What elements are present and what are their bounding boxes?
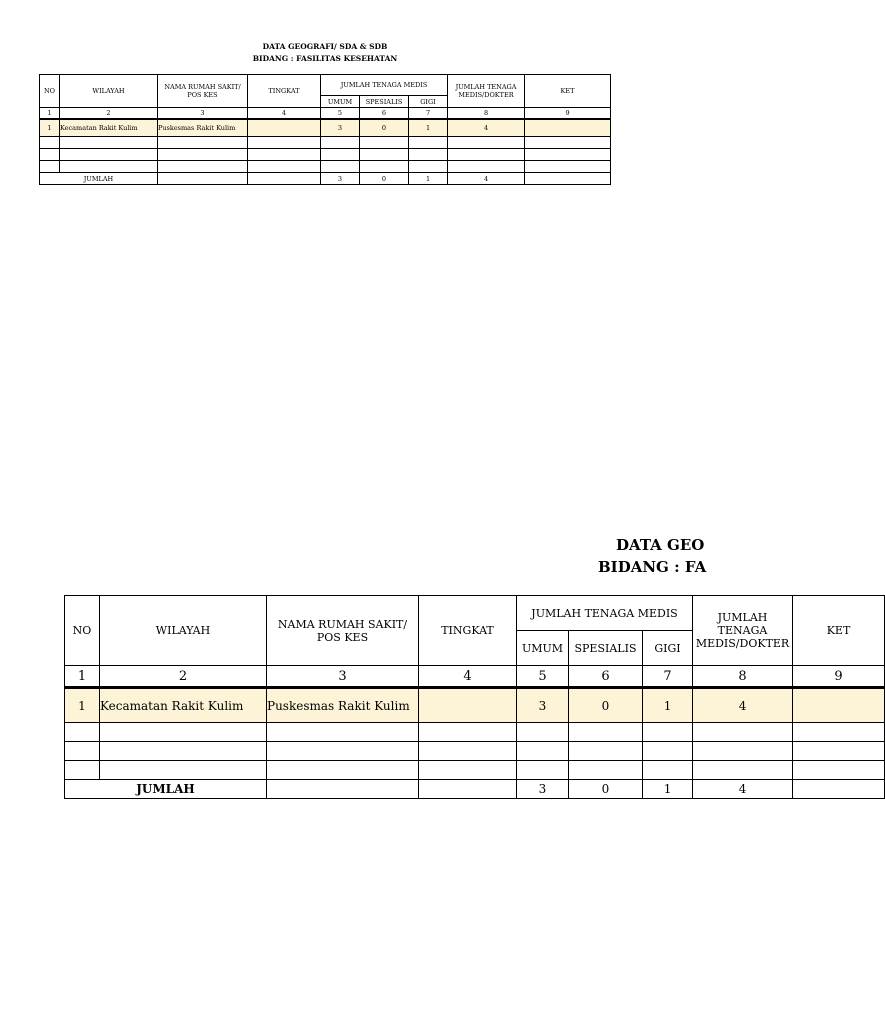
cell-tingkat xyxy=(419,688,517,723)
empty-row xyxy=(65,742,885,761)
header-jumlah-dokter: JUMLAH TENAGA MEDIS/DOKTER xyxy=(448,75,525,108)
total-label: JUMLAH xyxy=(65,780,267,799)
col-number: 9 xyxy=(525,108,611,120)
col-number: 4 xyxy=(248,108,321,120)
zoomed-table-area xyxy=(60,592,851,807)
header-wilayah: WILAYAH xyxy=(100,596,267,666)
header-ket: KET xyxy=(525,75,611,108)
cell-dokter: 4 xyxy=(693,688,793,723)
col-number: 2 xyxy=(100,666,267,688)
cell-gigi: 1 xyxy=(409,119,448,137)
col-number: 5 xyxy=(321,108,360,120)
col-number: 3 xyxy=(158,108,248,120)
col-number: 3 xyxy=(267,666,419,688)
col-number: 7 xyxy=(409,108,448,120)
header-nama: NAMA RUMAH SAKIT/ POS KES xyxy=(267,596,419,666)
header-spesialis: SPESIALIS xyxy=(569,631,643,666)
cell-spesialis: 0 xyxy=(360,119,409,137)
col-number: 8 xyxy=(448,108,525,120)
cell-wilayah: Kecamatan Rakit Kulim xyxy=(60,119,158,137)
total-label: JUMLAH xyxy=(40,173,158,185)
col-number: 8 xyxy=(693,666,793,688)
cell-spesialis: 0 xyxy=(569,688,643,723)
total-tingkat xyxy=(419,780,517,799)
total-ket xyxy=(793,780,885,799)
cell-no: 1 xyxy=(40,119,60,137)
header-umum: UMUM xyxy=(321,96,360,108)
header-no: NO xyxy=(65,596,100,666)
col-number: 1 xyxy=(40,108,60,120)
total-umum: 3 xyxy=(321,173,360,185)
header-nama: NAMA RUMAH SAKIT/ POS KES xyxy=(158,75,248,108)
page-title: DATA GEOGRAFI/ SDA & SDB xyxy=(262,42,388,51)
table-row xyxy=(65,688,885,723)
total-gigi: 1 xyxy=(643,780,693,799)
zoomed-page-subtitle: BIDANG : FA xyxy=(598,558,707,576)
empty-row xyxy=(65,723,885,742)
header-no: NO xyxy=(40,75,60,108)
col-number: 4 xyxy=(419,666,517,688)
cell-umum: 3 xyxy=(517,688,569,723)
total-dokter: 4 xyxy=(448,173,525,185)
cell-nama: Puskesmas Rakit Kulim xyxy=(158,119,248,137)
header-gigi: GIGI xyxy=(643,631,693,666)
col-number: 9 xyxy=(793,666,885,688)
total-spesialis: 0 xyxy=(569,780,643,799)
cell-no: 1 xyxy=(65,688,100,723)
cell-dokter: 4 xyxy=(448,119,525,137)
cell-umum: 3 xyxy=(321,119,360,137)
cell-nama: Puskesmas Rakit Kulim xyxy=(267,688,419,723)
header-jumlah-tenaga-medis: JUMLAH TENAGA MEDIS xyxy=(517,596,693,631)
col-number: 7 xyxy=(643,666,693,688)
header-ket: KET xyxy=(793,596,885,666)
cell-wilayah: Kecamatan Rakit Kulim xyxy=(100,688,267,723)
total-umum: 3 xyxy=(517,780,569,799)
col-number: 6 xyxy=(569,666,643,688)
empty-row xyxy=(65,761,885,780)
header-tingkat: TINGKAT xyxy=(419,596,517,666)
header-umum: UMUM xyxy=(517,631,569,666)
total-row xyxy=(65,780,885,799)
header-jumlah-dokter: JUMLAH TENAGA MEDIS/DOKTER xyxy=(693,596,793,666)
col-number: 2 xyxy=(60,108,158,120)
page-subtitle: BIDANG : FASILITAS KESEHATAN xyxy=(252,54,398,63)
column-number-row xyxy=(65,666,885,688)
total-dokter: 4 xyxy=(693,780,793,799)
cell-gigi: 1 xyxy=(643,688,693,723)
zoomed-page-title: DATA GEO xyxy=(616,536,705,554)
header-tingkat: TINGKAT xyxy=(248,75,321,108)
header-wilayah: WILAYAH xyxy=(60,75,158,108)
header-gigi: GIGI xyxy=(409,96,448,108)
header-row xyxy=(65,596,885,631)
total-gigi: 1 xyxy=(409,173,448,185)
total-spesialis: 0 xyxy=(360,173,409,185)
cell-ket xyxy=(793,688,885,723)
col-number: 5 xyxy=(517,666,569,688)
col-number: 6 xyxy=(360,108,409,120)
header-jumlah-tenaga-medis: JUMLAH TENAGA MEDIS xyxy=(321,75,448,96)
col-number: 1 xyxy=(65,666,100,688)
total-nama xyxy=(267,780,419,799)
zoomed-facilities-table xyxy=(64,595,885,799)
header-spesialis: SPESIALIS xyxy=(360,96,409,108)
